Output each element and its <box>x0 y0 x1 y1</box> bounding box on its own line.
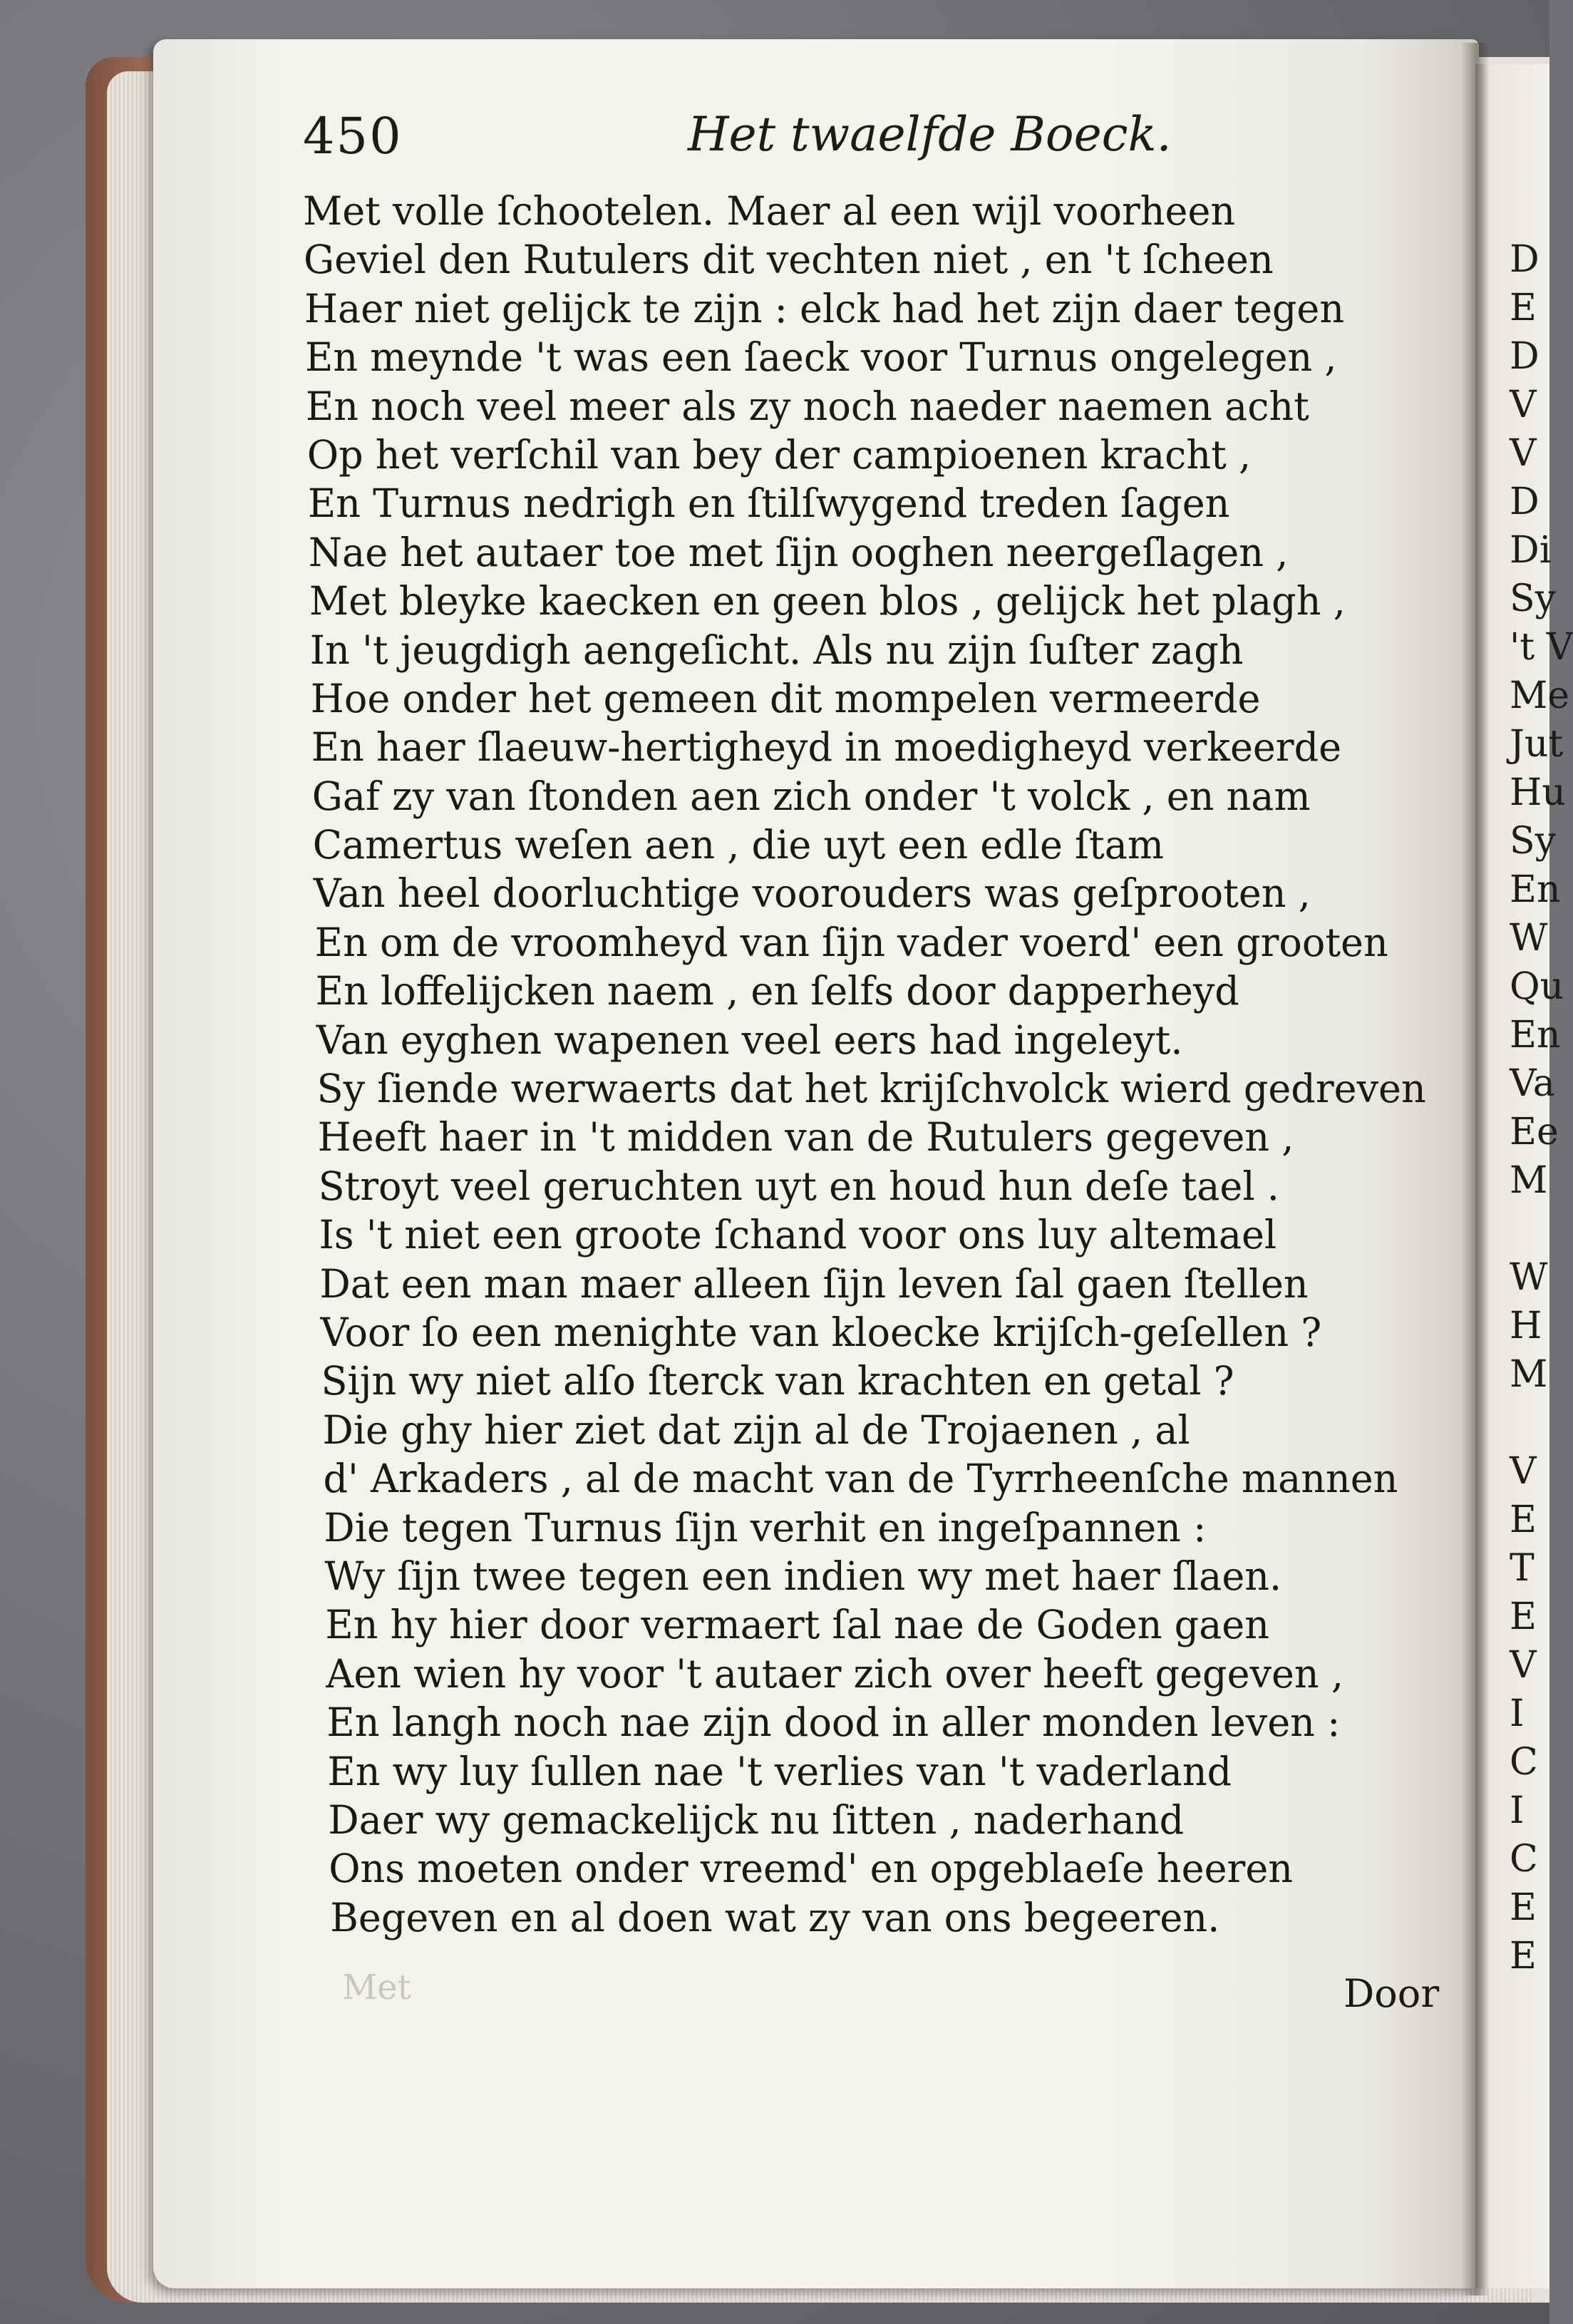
poem-line: Met volle ſchootelen. Maer al een wijl voorheen <box>303 188 1236 234</box>
facing-page-line: V <box>1510 432 1537 475</box>
poem-line: Van eyghen wapenen veel eers had ingeleyt. <box>316 1017 1183 1063</box>
show-through-text: Met <box>342 1968 411 2007</box>
book-gutter <box>1461 43 1490 2295</box>
page-number: 450 <box>303 107 403 165</box>
poem-line: Hoe onder het gemeen dit mompelen vermeerde <box>310 675 1261 721</box>
poem-line: En haer ſlaeuw-hertigheyd in moedigheyd verkeerde <box>311 724 1342 771</box>
poem-line: Aen wien hy voor 't autaer zich over heeft gegeven , <box>326 1650 1344 1697</box>
facing-page-line: D <box>1510 335 1540 378</box>
facing-page-line: Ee <box>1510 1111 1559 1153</box>
facing-page-line: V <box>1510 1644 1537 1687</box>
facing-page-line: Sy <box>1510 577 1556 620</box>
poem-text <box>303 187 1458 1942</box>
poem-line: Met bleyke kaecken en geen blos , gelijck het plagh , <box>309 578 1346 624</box>
poem-line: En langh noch nae zijn dood in aller monden leven : <box>326 1700 1341 1746</box>
facing-page-line: E <box>1510 1886 1537 1929</box>
running-title: Het twaelfde Boeck. <box>688 107 1172 162</box>
poem-line: Sijn wy niet alſo ſterck van krachten en getal ? <box>321 1358 1234 1404</box>
poem-line: Van heel doorluchtige voorouders was geſprooten , <box>313 870 1311 917</box>
poem-line: En loffelijcken naem , en ſelfs door dapperheyd <box>315 968 1239 1014</box>
poem-line: En wy luy ſullen nae 't verlies van 't vaderland <box>327 1748 1232 1794</box>
poem-line: Ons moeten onder vreemd' en opgeblaeſe heeren <box>329 1846 1294 1892</box>
facing-page-line: C <box>1510 1838 1538 1881</box>
poem-line: Heeft haer in 't midden van de Rutulers gegeven , <box>317 1114 1294 1161</box>
facing-page-line <box>1510 1399 1573 1447</box>
facing-page-line: W <box>1510 917 1548 960</box>
facing-page-line: D <box>1510 238 1540 281</box>
facing-page-line: E <box>1510 1935 1537 1978</box>
facing-page-line <box>1510 1205 1573 1253</box>
poem-line: Gaf zy van ſtonden aen zich onder 't volck , en nam <box>311 773 1311 819</box>
facing-page-line: Sy <box>1510 820 1556 863</box>
poem-line: Haer niet gelijck te zijn : elck had het zijn daer tegen <box>304 285 1345 331</box>
poem-line: Begeven en al doen wat zy van ons begeeren. <box>330 1894 1220 1940</box>
facing-page-line: W <box>1510 1256 1548 1299</box>
facing-page-line: H <box>1510 1305 1542 1347</box>
poem-line: In 't jeugdigh aengeſicht. Als nu zijn ſuſter zagh <box>309 627 1244 673</box>
facing-page-line: T <box>1510 1547 1535 1590</box>
poem-line: Wy ſijn twee tegen een indien wy met haer ſlaen. <box>324 1553 1282 1599</box>
poem-line: En om de vroomheyd van ſijn vader voerd' een grooten <box>314 919 1388 965</box>
facing-page-line: D <box>1510 480 1540 523</box>
facing-page-line: Va <box>1510 1062 1555 1105</box>
catchword: Door <box>1344 1971 1440 2016</box>
poem-line: En noch veel meer als zy noch naeder naemen acht <box>305 383 1309 429</box>
poem-line: Sy ſiende werwaerts dat het krijſchvolck wierd gedreven <box>316 1066 1426 1112</box>
facing-page-line: En <box>1510 868 1561 911</box>
poem-line: Nae het autaer toe met ſijn ooghen neergeſlagen , <box>308 529 1289 575</box>
poem-line: Geviel den Rutulers dit vechten niet , en 't ſcheen <box>303 237 1274 283</box>
facing-page-line: E <box>1510 1498 1537 1541</box>
facing-page-line: V <box>1510 384 1537 426</box>
poem-line: Is 't niet een groote ſchand voor ons luy altemael <box>319 1212 1277 1258</box>
facing-page-line: En <box>1510 1014 1561 1056</box>
poem-line: Camertus weſen aen , die uyt een edle ſtam <box>312 822 1165 868</box>
poem-line: Die ghy hier ziet dat zijn al de Trojaenen , al <box>322 1407 1190 1453</box>
poem-line: Die tegen Turnus ſijn verhit en ingeſpannen : <box>324 1504 1207 1551</box>
facing-page-line: Hu <box>1510 771 1566 814</box>
facing-page-line: E <box>1510 1595 1537 1638</box>
poem-line: Dat een man maer alleen ſijn leven ſal gaen ſtellen <box>319 1260 1309 1307</box>
poem-line: En meynde 't was een ſaeck voor Turnus ongelegen , <box>304 334 1337 381</box>
facing-page-line: Qu <box>1510 965 1564 1008</box>
poem-line: Op het verſchil van bey der campioenen kracht , <box>306 431 1252 478</box>
poem-line: En Turnus nedrigh en ſtilſwygend treden ſagen <box>307 480 1230 527</box>
poem-line: d' Arkaders , al de macht van de Tyrrheenſche mannen <box>323 1456 1398 1502</box>
facing-page-line: M <box>1510 1353 1548 1396</box>
facing-page-line: Me <box>1510 674 1570 717</box>
facing-page-line: Di <box>1510 529 1552 572</box>
facing-page-line: I <box>1510 1692 1525 1735</box>
poem-line: En hy hier door vermaert ſal nae de Goden gaen <box>325 1602 1269 1648</box>
facing-page-text <box>1510 235 1573 1980</box>
facing-page-line: Jut <box>1510 723 1564 766</box>
poem-line: Daer wy gemackelijck nu ſitten , naderhand <box>328 1796 1185 1843</box>
facing-page-line: M <box>1510 1159 1548 1202</box>
poem-line: Stroyt veel geruchten uyt en houd hun deſe tael . <box>318 1163 1279 1209</box>
facing-page-line: 't V <box>1510 626 1573 669</box>
facing-page-line: E <box>1510 287 1537 329</box>
poem-line: Voor ſo een menighte van kloecke krijſch-geſellen ? <box>320 1309 1322 1355</box>
facing-page-line: V <box>1510 1450 1537 1493</box>
facing-page-line: I <box>1510 1789 1525 1832</box>
facing-page-line: C <box>1510 1741 1538 1784</box>
